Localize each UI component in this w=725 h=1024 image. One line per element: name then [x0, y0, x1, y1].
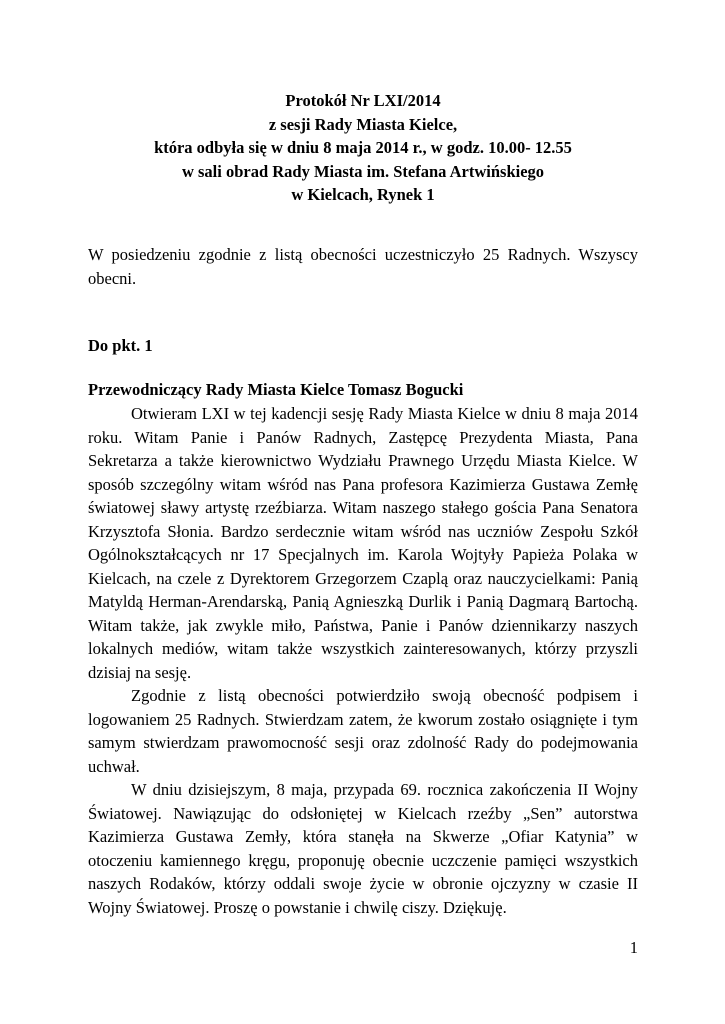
speaker-name: Przewodniczący Rady Miasta Kielce Tomasz Bogucki — [88, 380, 464, 399]
section-heading: Do pkt. 1 — [88, 336, 153, 355]
page-number: 1 — [629, 938, 638, 957]
session-line: z sesji Rady Miasta Kielce, — [268, 114, 458, 134]
speech-paragraph: Otwieram LXI w tej kadencji sesję Rady Miasta Kielce w dniu 8 maja 2014 roku. Witam Panie i Panów Radnych, Zastępcę Prezydenta Miasta, Pana Sekretarza a także kierownictwo Wydziału Prawnego Urzędu Miasta Kielce. W sposób szczególny witam wśród nas Pana profesora Kazimierza Gustawa Zemłę światowej sławy artystę rzeźbiarza. Witam naszego stałego gościa Pana Senatora Krzysztofa Słonia. Bardzo serdecznie witam wśród nas uczniów Zespołu Szkół Ogólnokształcących nr 17 Specjalnych im. Karola Wojtyły Papieża Polaka w Kielcach, na czele z Dyrektorem Grzegorzem Czaplą oraz nauczycielkami: Panią Matyldą Herman-Arendarską, Panią Agnieszką Durlik i Panią Dagmarą Bartochą. Witam także, jak zwykle miło, Państwa, Panie i Panów dziennikarzy naszych lokalnych mediów, witam także wszystkich zainteresowanych, którzy przyszli dzisiaj na sesję. — [88, 404, 638, 682]
speech-paragraph: Zgodnie z listą obecności potwierdziło swoją obecność podpisem i logowaniem 25 Radnych. Stwierdzam zatem, że kworum zostało osiągnięte i tym samym stwierdzam prawomocność sesji oraz zdolność Rady do podejmowania uchwał. — [88, 686, 638, 776]
venue-line: w sali obrad Rady Miasta im. Stefana Artwińskiego — [181, 161, 545, 181]
speech-paragraph: W dniu dzisiejszym, 8 maja, przypada 69. rocznica zakończenia II Wojny Światowej. Nawiązując do odsłoniętej w Kielcach rzeźby „Sen” autorstwa Kazimierza Gustawa Zemły, która stanęła na Skwerze „Ofiar Katynia” w otoczeniu kamiennego kręgu, proponuję obecnie uczczenie pamięci wszystkich naszych Rodaków, którzy oddali swoje życie w obronie ojczyzny w czasie II Wojny Światowej. Proszę o powstanie i chwilę ciszy. Dziękuję. — [88, 780, 638, 917]
protocol-title: Protokół Nr LXI/2014 — [285, 91, 441, 110]
address-line: w Kielcach, Rynek 1 — [291, 185, 435, 204]
attendance-paragraph: W posiedzeniu zgodnie z listą obecności uczestniczyło 25 Radnych. Wszyscy obecni. — [88, 245, 638, 288]
speech-text — [88, 402, 638, 919]
date-time-line: która odbyła się w dniu 8 maja 2014 r., w godz. 10.00- 12.55 — [154, 138, 572, 157]
protocol-header — [88, 89, 638, 207]
